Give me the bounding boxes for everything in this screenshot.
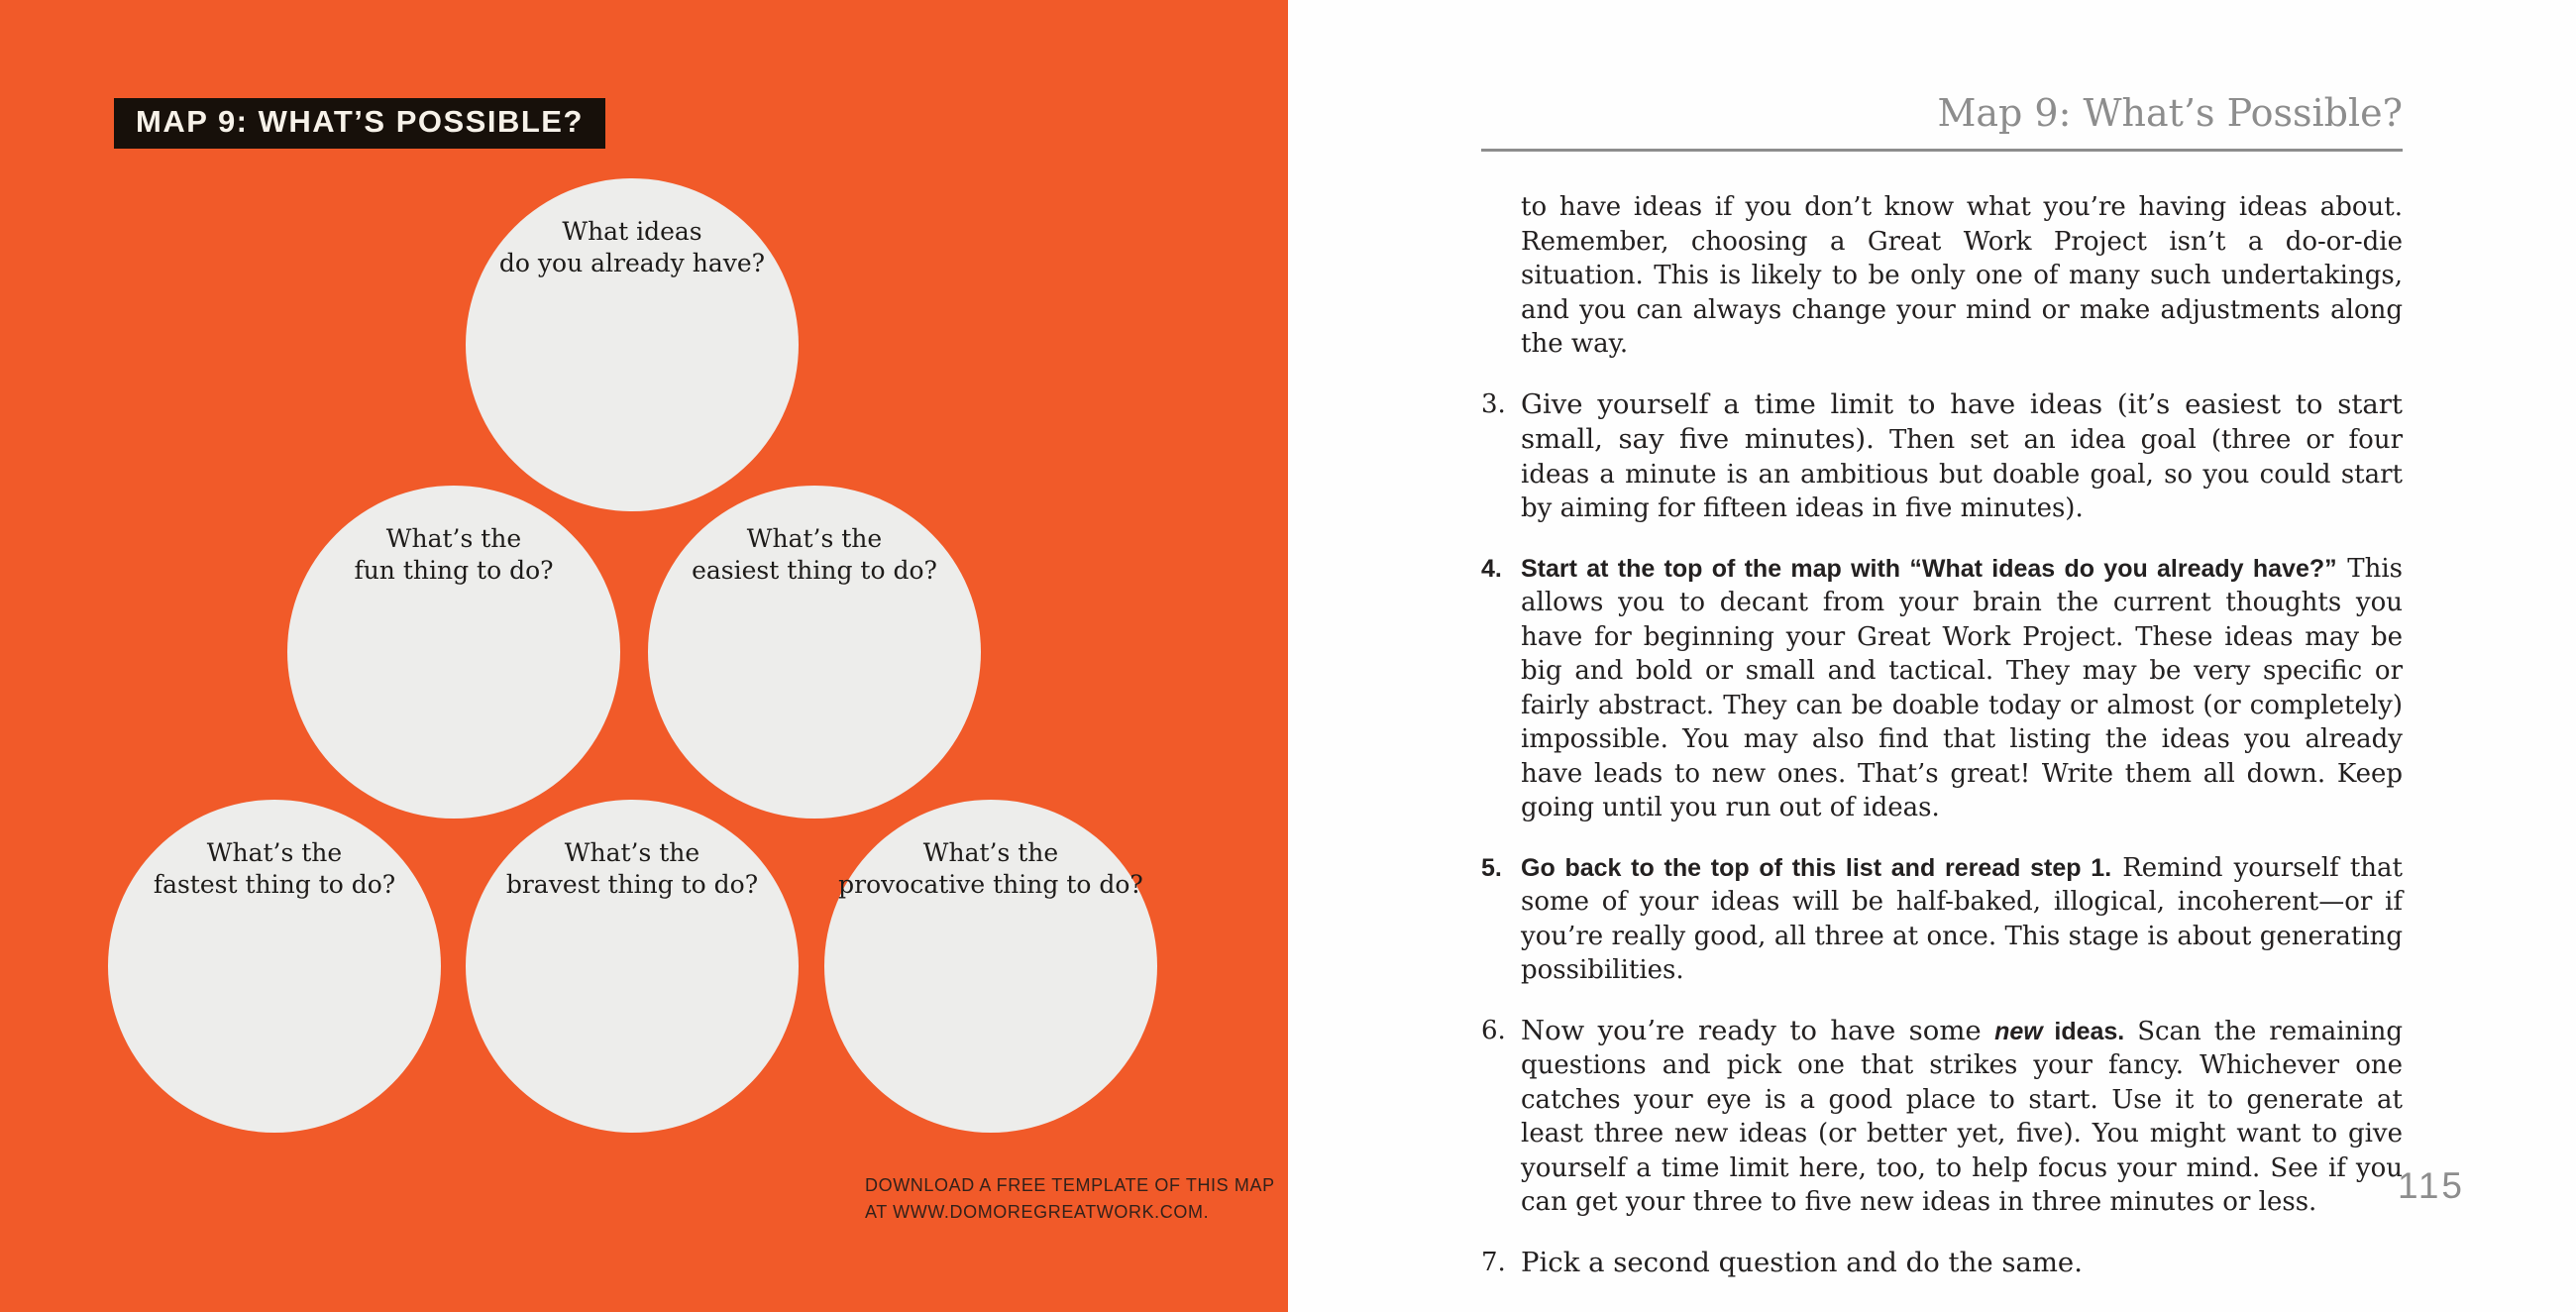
step-number: 5. bbox=[1481, 853, 1502, 882]
download-note-line1: DOWNLOAD A FREE TEMPLATE OF THIS MAP bbox=[865, 1175, 1275, 1195]
circle-fun-thing bbox=[287, 486, 620, 819]
page-body bbox=[1481, 190, 2403, 1280]
download-note bbox=[865, 1172, 1275, 1226]
step-lead: Pick a second question and do the same. bbox=[1521, 1246, 2083, 1278]
circle-label bbox=[506, 837, 758, 901]
circle-label-line1: What’s the bbox=[746, 524, 883, 553]
list-item-step-7 bbox=[1481, 1246, 2403, 1281]
step-emphasis-bold: ideas. bbox=[2042, 1017, 2125, 1045]
step-lead: Give yourself a time limit to have ideas (it’s easiest to start small, say five minutes). bbox=[1521, 387, 2403, 455]
circle-bravest-thing bbox=[466, 800, 799, 1133]
step-number: 4. bbox=[1481, 554, 1502, 583]
circle-label-line2: do you already have? bbox=[498, 249, 766, 277]
circle-label bbox=[692, 523, 937, 587]
step-lead: Go back to the top of this list and reread step 1. bbox=[1521, 853, 2112, 882]
circle-what-ideas bbox=[466, 178, 799, 511]
circle-label-line2: bravest thing to do? bbox=[505, 870, 759, 899]
page-number: 115 bbox=[2398, 1165, 2465, 1206]
step-lead: Start at the top of the map with “What ideas do you already have?” bbox=[1521, 554, 2337, 583]
step-number: 7. bbox=[1481, 1247, 1506, 1277]
circle-label bbox=[154, 837, 395, 901]
circle-provocative-thing bbox=[824, 800, 1157, 1133]
step-number: 6. bbox=[1481, 1015, 1506, 1045]
step-text: Then set an idea goal (three or four ideas a minute is an ambitious but doable goal, so you could start by aiming for fifteen ideas in five minutes). bbox=[1521, 425, 2403, 523]
header-rule bbox=[1481, 149, 2403, 152]
circle-easiest-thing bbox=[648, 486, 981, 819]
circle-label-line1: What’s the bbox=[206, 838, 343, 867]
list-item-step-5 bbox=[1481, 851, 2403, 988]
circle-label-line2: fastest thing to do? bbox=[153, 870, 396, 899]
page-header-label: Map 9: What’s Possible? bbox=[1937, 91, 2403, 135]
page-header bbox=[1481, 91, 2403, 135]
circle-label-line1: What ideas bbox=[562, 217, 702, 246]
list-item-step-6 bbox=[1481, 1014, 2403, 1220]
circle-label-line2: easiest thing to do? bbox=[692, 556, 937, 585]
circle-label-line1: What’s the bbox=[564, 838, 700, 867]
circle-label-line1: What’s the bbox=[385, 524, 522, 553]
circle-label bbox=[499, 216, 765, 279]
step-emphasis-italic: new bbox=[1994, 1017, 2043, 1045]
right-page-text bbox=[1288, 0, 2576, 1312]
list-item-step-4 bbox=[1481, 552, 2403, 825]
step-lead: Now you’re ready to have some bbox=[1521, 1014, 1995, 1046]
intro-paragraph: to have ideas if you don’t know what you’re having ideas about. Remember, choosing a Great Work Project isn’t a do-or-die situation. This is likely to be only one of many such undertakings, and you can always change your mind or make adjustments along the way. bbox=[1521, 192, 2403, 359]
step-text: Scan the remaining questions and pick one that strikes your fancy. Whichever one catches your eye is a good place to start. Use it to generate at least three new ideas (or better yet, five). You might want to give yourself a time limit here, too, to help focus your mind. See if you can get your three to five new ideas in three minutes or less. bbox=[1521, 1016, 2403, 1217]
circle-label-line2: provocative thing to do? bbox=[838, 870, 1143, 899]
step-text: This allows you to decant from your brain the current thoughts you have for beginning your Great Work Project. These ideas may be big and bold or small and tactical. They may be very specific or fairly abstract. They can be doable today or almost (or completely) impossible. You may also find that listing the ideas you already have leads to new ones. That’s great! Write them all down. Keep going until you run out of ideas. bbox=[1521, 553, 2403, 822]
list-item-step-3 bbox=[1481, 387, 2403, 526]
download-note-line2: AT WWW.DOMOREGREATWORK.COM. bbox=[865, 1202, 1210, 1222]
step-number: 3. bbox=[1481, 388, 1506, 419]
map-title-label: MAP 9: WHAT’S POSSIBLE? bbox=[136, 104, 584, 139]
step-text: Remind yourself that some of your ideas will be half-baked, illogical, incoherent—or if you’re really good, all three at once. This stage is about generating possibilities. bbox=[1521, 852, 2403, 985]
circle-fastest-thing bbox=[108, 800, 441, 1133]
circle-label-line1: What’s the bbox=[922, 838, 1059, 867]
circle-label bbox=[354, 523, 553, 587]
map-title bbox=[114, 98, 605, 149]
circle-label-line2: fun thing to do? bbox=[354, 556, 554, 585]
circle-label bbox=[838, 837, 1143, 901]
